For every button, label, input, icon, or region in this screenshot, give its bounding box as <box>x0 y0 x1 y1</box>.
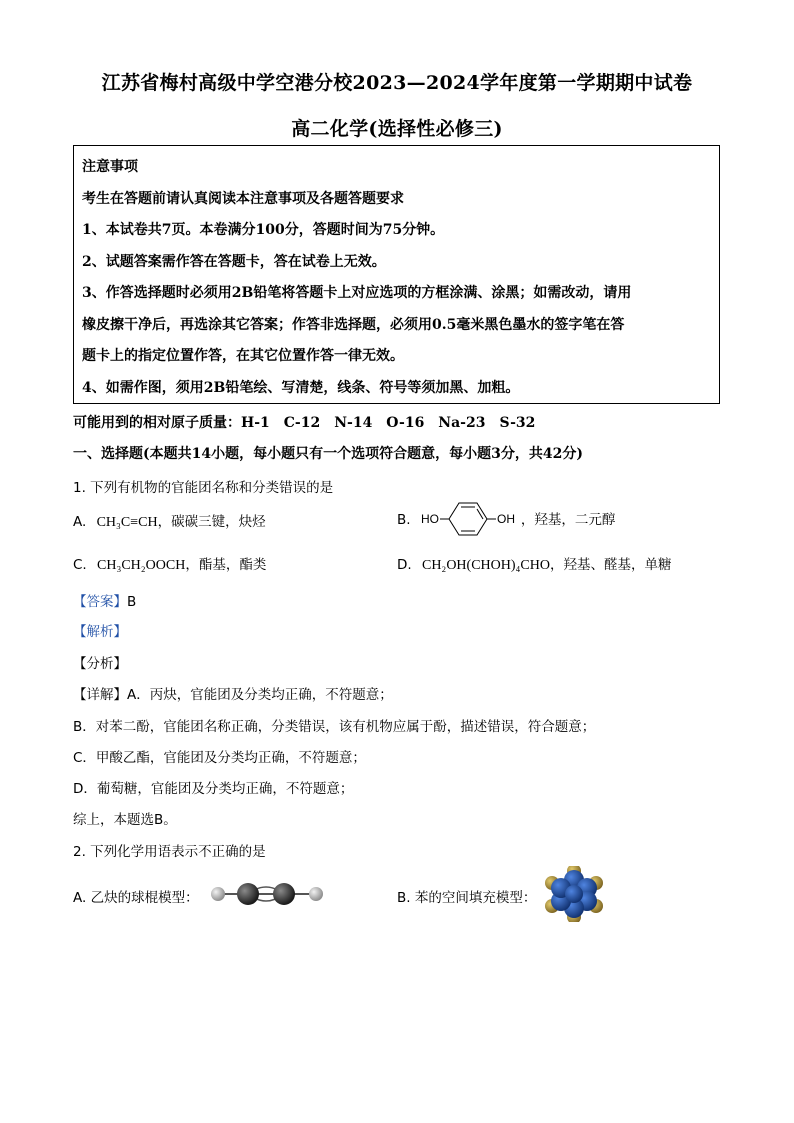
oh-group: OH <box>496 512 515 526</box>
option-label: C. <box>73 557 87 573</box>
atomic-masses: 可能用到的相对原子质量：H-1 C-12 N-14 O-16 Na-23 S-32 <box>73 415 536 431</box>
analysis-tag: 【解析】 <box>73 624 127 640</box>
option-text: ，酯基，酯类 <box>185 557 267 573</box>
detail-d: D．葡萄糖，官能团及分类均正确，不符题意； <box>73 781 354 797</box>
notice-box <box>73 145 720 404</box>
detail-a <box>73 683 393 703</box>
notice-line: 2、试题答案需作答在答题卡，答在试卷上无效。 <box>82 253 386 270</box>
summary: 综上，本题选B。 <box>73 812 177 828</box>
formula: CH₂OH(CHOH)₄CHO <box>421 558 550 573</box>
question-2-stem: 2. 下列化学用语表示不正确的是 <box>73 844 266 860</box>
ho-group: HO <box>420 512 439 526</box>
q1-option-b <box>397 500 615 540</box>
carbon-atom <box>237 883 259 905</box>
notice-line: 题卡上的指定位置作答，在其它位置作答一律无效。 <box>82 348 404 364</box>
hydroquinone-structure <box>421 500 521 540</box>
answer-value: B <box>127 594 137 610</box>
benzene-svg <box>542 866 606 922</box>
option-label: D. <box>397 557 412 573</box>
option-text: A. 乙炔的球棍模型： <box>73 890 199 906</box>
detail-text: A．丙炔，官能团及分类均正确，不符题意； <box>127 687 393 703</box>
option-text: ，羟基、醛基，单糖 <box>549 557 672 573</box>
exam-title: 江苏省梅村高级中学空港分校2023—2024学年度第一学期期中试卷 <box>101 72 693 94</box>
fenxi-tag: 【分析】 <box>73 656 127 672</box>
notice-line: 3、作答选择题时必须用2B铅笔将答题卡上对应选项的方框涂满、涂黑；如需改动，请用 <box>82 285 632 301</box>
q2-option-b <box>397 886 536 906</box>
notice-line: 考生在答题前请认真阅读本注意事项及各题答题要求 <box>82 190 404 207</box>
exam-subtitle: 高二化学(选择性必修三) <box>291 118 503 140</box>
formula: CH₃CH₂OOCH <box>97 558 186 573</box>
q1-option-a <box>73 510 266 531</box>
hydroquinone-svg <box>421 500 521 536</box>
notice-heading: 注意事项 <box>82 159 138 175</box>
notice-line: 橡皮擦干净后，再选涂其它答案；作答非选择题，必须用0.5毫米黑色墨水的签字笔在答 <box>82 316 625 333</box>
acetylene-svg <box>208 878 326 910</box>
section-heading: 一、选择题(本题共14小题，每小题只有一个选项符合题意，每小题3分，共42分) <box>73 446 583 462</box>
option-text: B. 苯的空间填充模型： <box>397 890 537 906</box>
hydrogen-atom <box>309 887 323 901</box>
carbon-atom <box>273 883 295 905</box>
acetylene-ball-stick-model <box>208 878 326 914</box>
option-text: ，羟基，二元醇 <box>520 512 616 528</box>
detail-tag: 【详解】 <box>73 687 127 703</box>
hydrogen-atom <box>211 887 225 901</box>
q1-option-d <box>397 553 671 574</box>
q2-option-a <box>73 886 199 906</box>
option-text: ，碳碳三键，炔烃 <box>157 514 266 530</box>
notice-line: 1、本试卷共7页。本卷满分100分，答题时间为75分钟。 <box>82 222 445 238</box>
detail-b: B．对苯二酚，官能团名称正确，分类错误，该有机物应属于酚，描述错误，符合题意； <box>73 719 596 735</box>
benzene-space-filling-model <box>542 866 606 926</box>
answer-line <box>73 590 136 610</box>
question-1-stem: 1. 下列有机物的官能团名称和分类错误的是 <box>73 480 334 496</box>
option-label: B. <box>397 512 411 528</box>
notice-line: 4、如需作图，须用2B铅笔绘、写清楚，线条、符号等须加黑、加粗。 <box>82 379 520 396</box>
option-label: A. <box>73 514 87 530</box>
formula: CH₃C≡CH <box>96 515 158 530</box>
answer-tag: 【答案】 <box>73 594 127 610</box>
q1-option-c <box>73 553 266 574</box>
detail-c: C．甲酸乙酯，官能团及分类均正确，不符题意； <box>73 750 366 766</box>
